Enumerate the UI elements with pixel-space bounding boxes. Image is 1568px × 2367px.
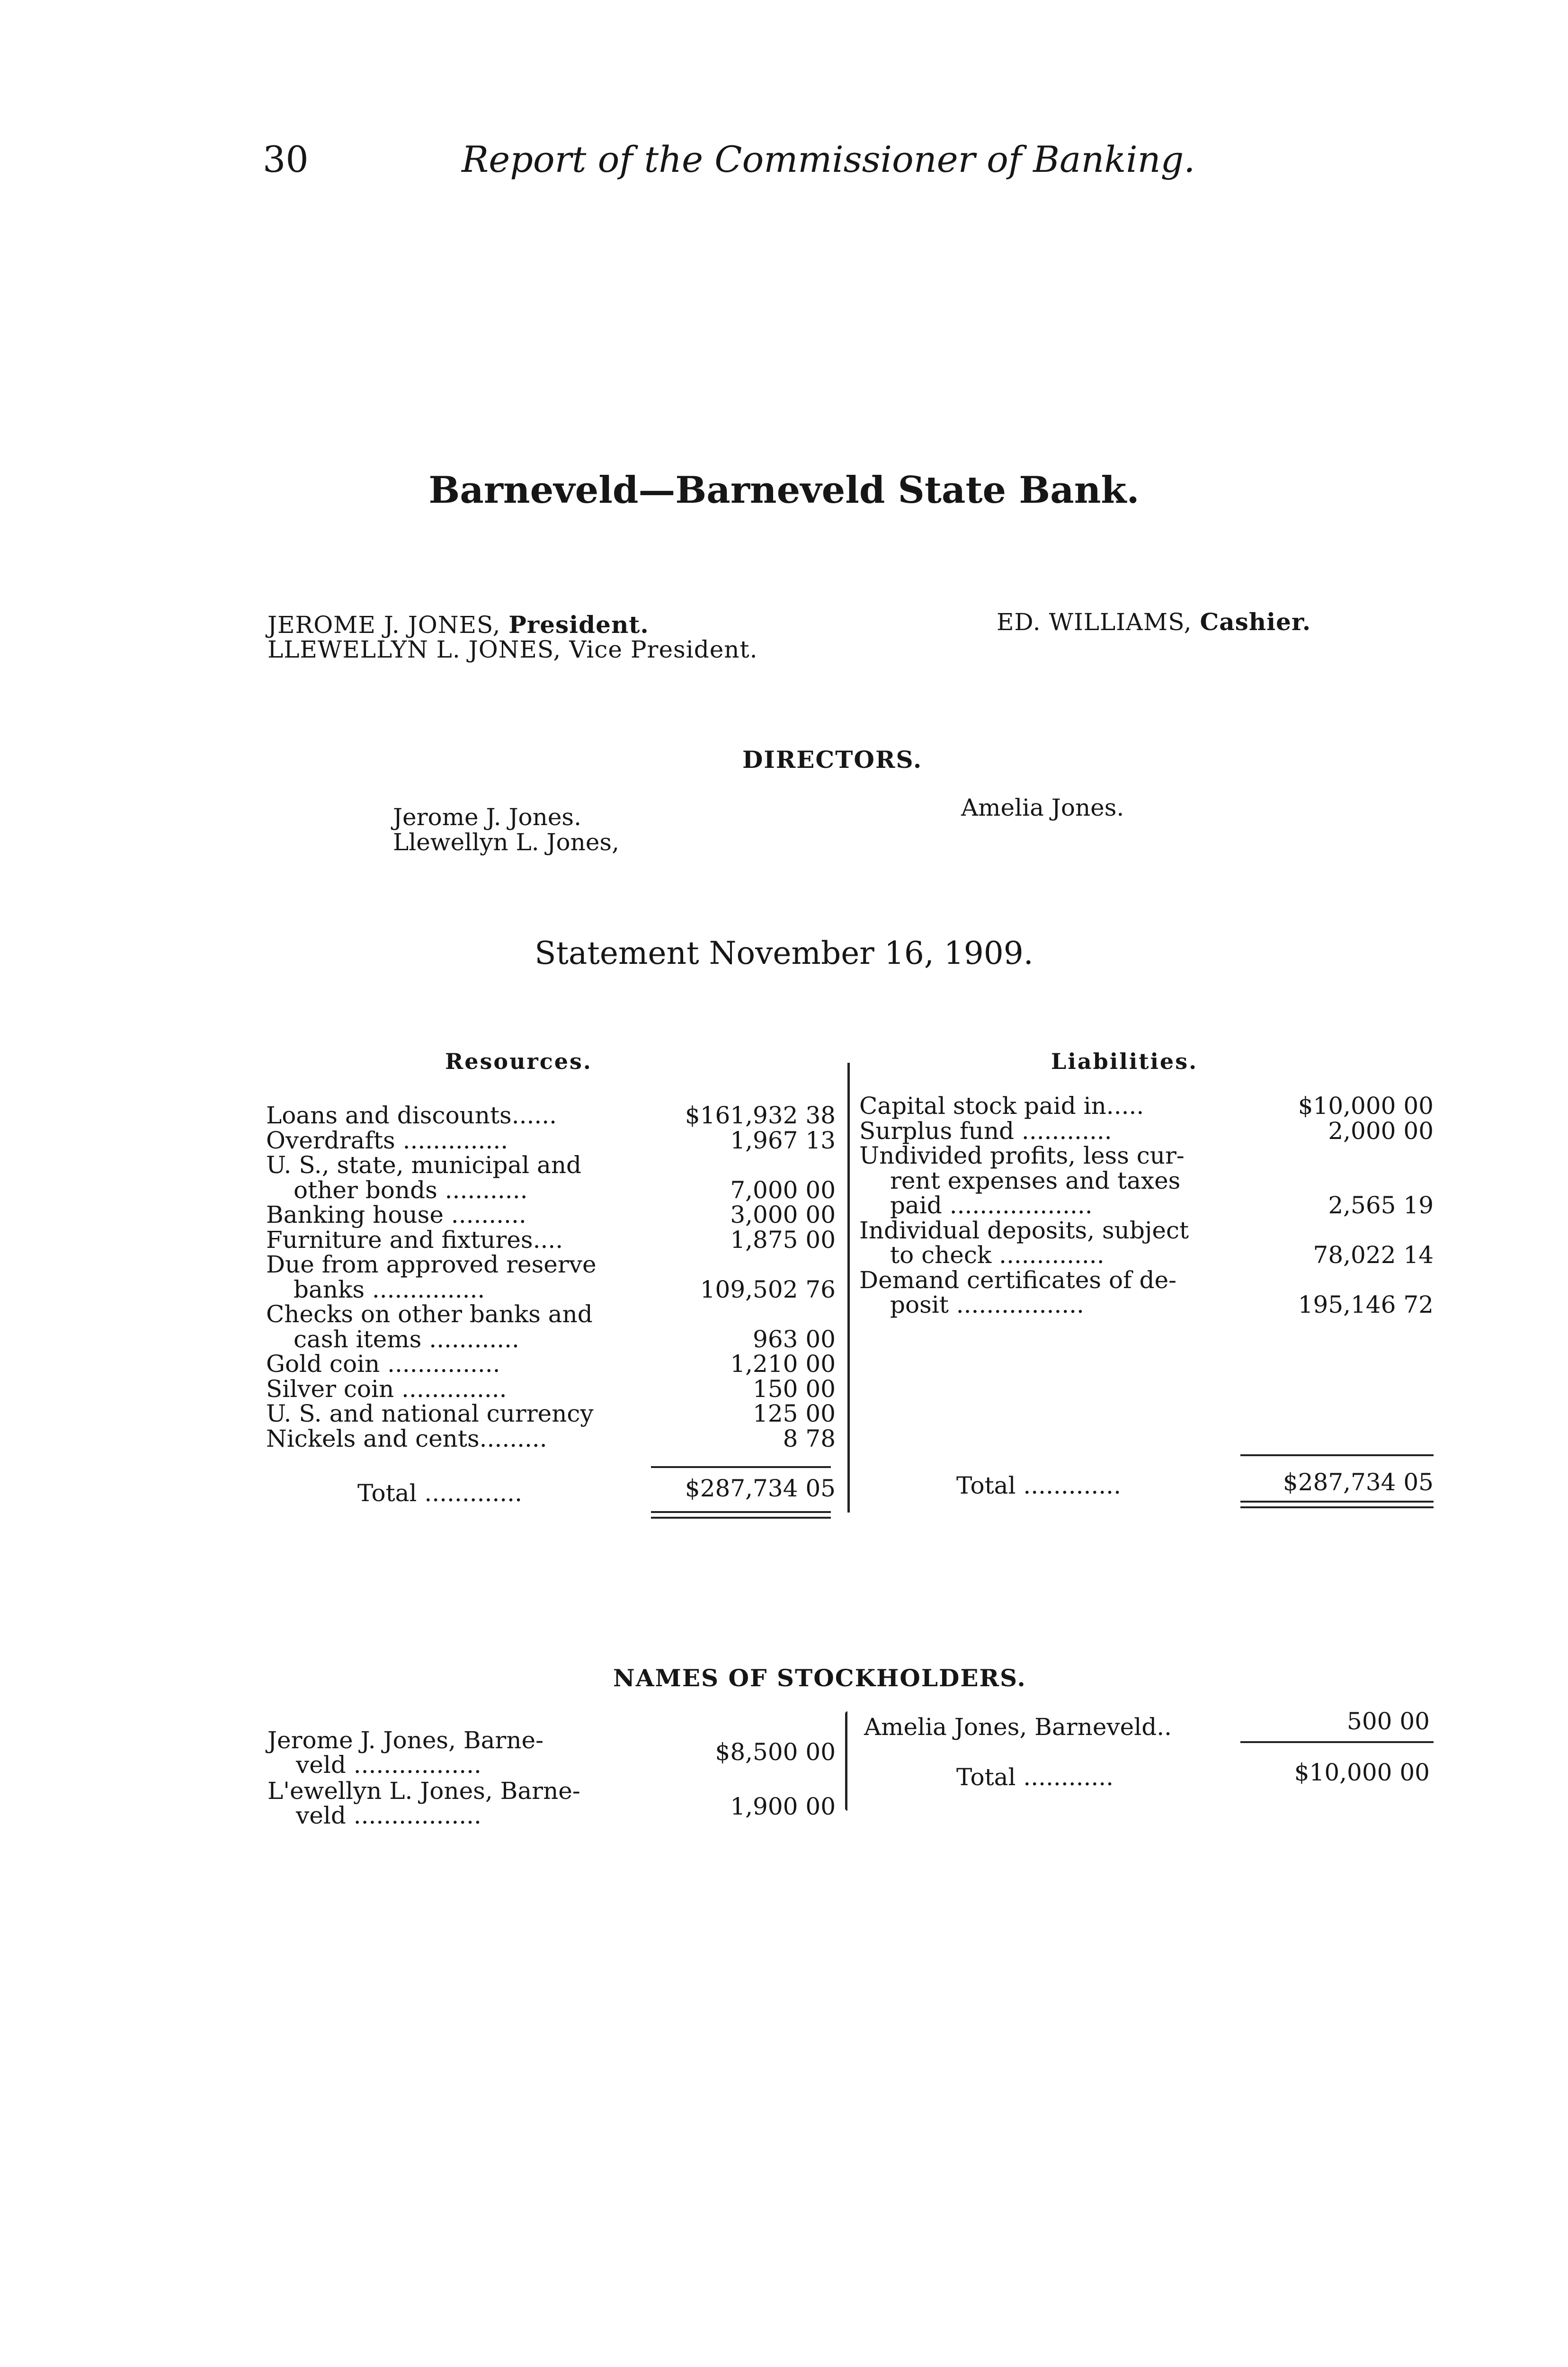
resources-total-label: Total ............. xyxy=(357,1479,522,1507)
running-title: Report of the Commissioner of Banking. xyxy=(462,138,1195,180)
cashier-name: ED. WILLIAMS, xyxy=(997,608,1192,636)
resources-row-label: Gold coin ............... xyxy=(266,1350,500,1378)
resources-double-rule xyxy=(651,1511,831,1519)
officer-president xyxy=(267,611,649,639)
resources-row-amount: 1,875 00 xyxy=(730,1226,836,1254)
cashier-role: Cashier. xyxy=(1200,608,1311,636)
liabilities-row-label: Capital stock paid in..... xyxy=(859,1092,1144,1120)
resources-row-amount: 8 78 xyxy=(783,1424,836,1452)
resources-row-label: Overdrafts .............. xyxy=(266,1126,508,1154)
column-divider xyxy=(847,1063,850,1513)
liabilities-row-label: to check .............. xyxy=(890,1241,1105,1269)
officer-cashier xyxy=(997,608,1311,636)
president-name: JEROME J. JONES, xyxy=(267,611,501,639)
liabilities-row-amount: 195,146 72 xyxy=(1298,1291,1434,1318)
stockholder-line: Amelia Jones, Barneveld.. xyxy=(864,1713,1172,1741)
resources-row-label: cash items ............ xyxy=(294,1325,519,1353)
resources-row-amount: 109,502 76 xyxy=(700,1275,836,1303)
director-name: Jerome J. Jones. xyxy=(393,803,581,831)
liabilities-row-amount: 2,000 00 xyxy=(1328,1117,1434,1145)
liabilities-double-rule xyxy=(1240,1501,1434,1508)
resources-row-label: Banking house .......... xyxy=(266,1201,526,1228)
officer-vice-president xyxy=(267,636,757,663)
resources-row-label: Checks on other banks and xyxy=(266,1300,593,1328)
resources-sum-rule xyxy=(651,1466,831,1468)
liabilities-total: $287,734 05 xyxy=(1283,1468,1434,1496)
page-number: 30 xyxy=(263,138,309,180)
resources-row-amount: 125 00 xyxy=(753,1400,836,1427)
resources-row-label: other bonds ........... xyxy=(294,1176,528,1204)
stockholders-sum-rule xyxy=(1240,1741,1434,1743)
vice-president-role: Vice President. xyxy=(569,636,758,663)
liabilities-row-label: posit ................. xyxy=(890,1291,1084,1318)
stockholder-amount: 500 00 xyxy=(1347,1708,1430,1735)
director-name: Amelia Jones. xyxy=(961,794,1124,821)
resources-row-label: U. S. and national currency xyxy=(266,1400,594,1427)
liabilities-row-label: paid ................... xyxy=(890,1192,1093,1219)
stockholder-amount: 1,900 00 xyxy=(730,1793,836,1820)
resources-total: $287,734 05 xyxy=(685,1475,836,1502)
bank-title: Barneveld—Barneveld State Bank. xyxy=(428,469,1140,512)
resources-row-amount: $161,932 38 xyxy=(685,1102,836,1129)
resources-row-amount: 1,210 00 xyxy=(730,1350,836,1378)
stockholders-total: $10,000 00 xyxy=(1294,1759,1430,1786)
liabilities-row-label: Individual deposits, subject xyxy=(859,1216,1189,1244)
president-role: President. xyxy=(508,611,649,639)
liabilities-row-amount: $10,000 00 xyxy=(1298,1092,1434,1120)
resources-heading: Resources. xyxy=(445,1049,592,1074)
liabilities-row-label: Undivided profits, less cur- xyxy=(859,1142,1185,1169)
liabilities-row-label: rent expenses and taxes xyxy=(890,1166,1181,1194)
resources-row-label: Silver coin .............. xyxy=(266,1375,507,1403)
resources-row-label: U. S., state, municipal and xyxy=(266,1151,582,1179)
vice-president-name: LLEWELLYN L. JONES, xyxy=(267,636,561,663)
stockholder-line: veld ................. xyxy=(296,1802,481,1829)
director-name: Llewellyn L. Jones, xyxy=(393,828,619,856)
liabilities-total-label: Total ............. xyxy=(956,1472,1121,1499)
directors-heading: DIRECTORS. xyxy=(742,746,923,774)
resources-row-label: Loans and discounts...... xyxy=(266,1102,557,1129)
stockholders-heading: NAMES OF STOCKHOLDERS. xyxy=(613,1664,1026,1692)
liabilities-sum-rule xyxy=(1240,1454,1434,1456)
liabilities-row-label: Demand certificates of de- xyxy=(859,1266,1176,1294)
statement-title: Statement November 16, 1909. xyxy=(535,935,1033,971)
resources-row-amount: 7,000 00 xyxy=(730,1176,836,1204)
resources-row-amount: 963 00 xyxy=(753,1325,836,1353)
resources-row-label: Due from approved reserve xyxy=(266,1251,597,1278)
resources-row-amount: 3,000 00 xyxy=(730,1201,836,1228)
resources-row-amount: 150 00 xyxy=(753,1375,836,1403)
liabilities-row-amount: 78,022 14 xyxy=(1313,1241,1434,1269)
liabilities-row-label: Surplus fund ............ xyxy=(859,1117,1112,1145)
stockholder-amount: $8,500 00 xyxy=(715,1738,836,1766)
stockholder-line: L'ewellyn L. Jones, Barne- xyxy=(267,1777,580,1805)
stockholder-line: Jerome J. Jones, Barne- xyxy=(267,1726,544,1754)
stockholders-brace xyxy=(845,1711,847,1811)
resources-row-amount: 1,967 13 xyxy=(730,1126,836,1154)
liabilities-heading: Liabilities. xyxy=(1051,1049,1198,1074)
stockholder-line: veld ................. xyxy=(296,1751,481,1779)
resources-row-label: Nickels and cents......... xyxy=(266,1424,547,1452)
resources-row-label: banks ............... xyxy=(294,1275,485,1303)
liabilities-row-amount: 2,565 19 xyxy=(1328,1192,1434,1219)
resources-row-label: Furniture and fixtures.... xyxy=(266,1226,563,1254)
stockholders-total-label: Total ............ xyxy=(956,1763,1114,1791)
